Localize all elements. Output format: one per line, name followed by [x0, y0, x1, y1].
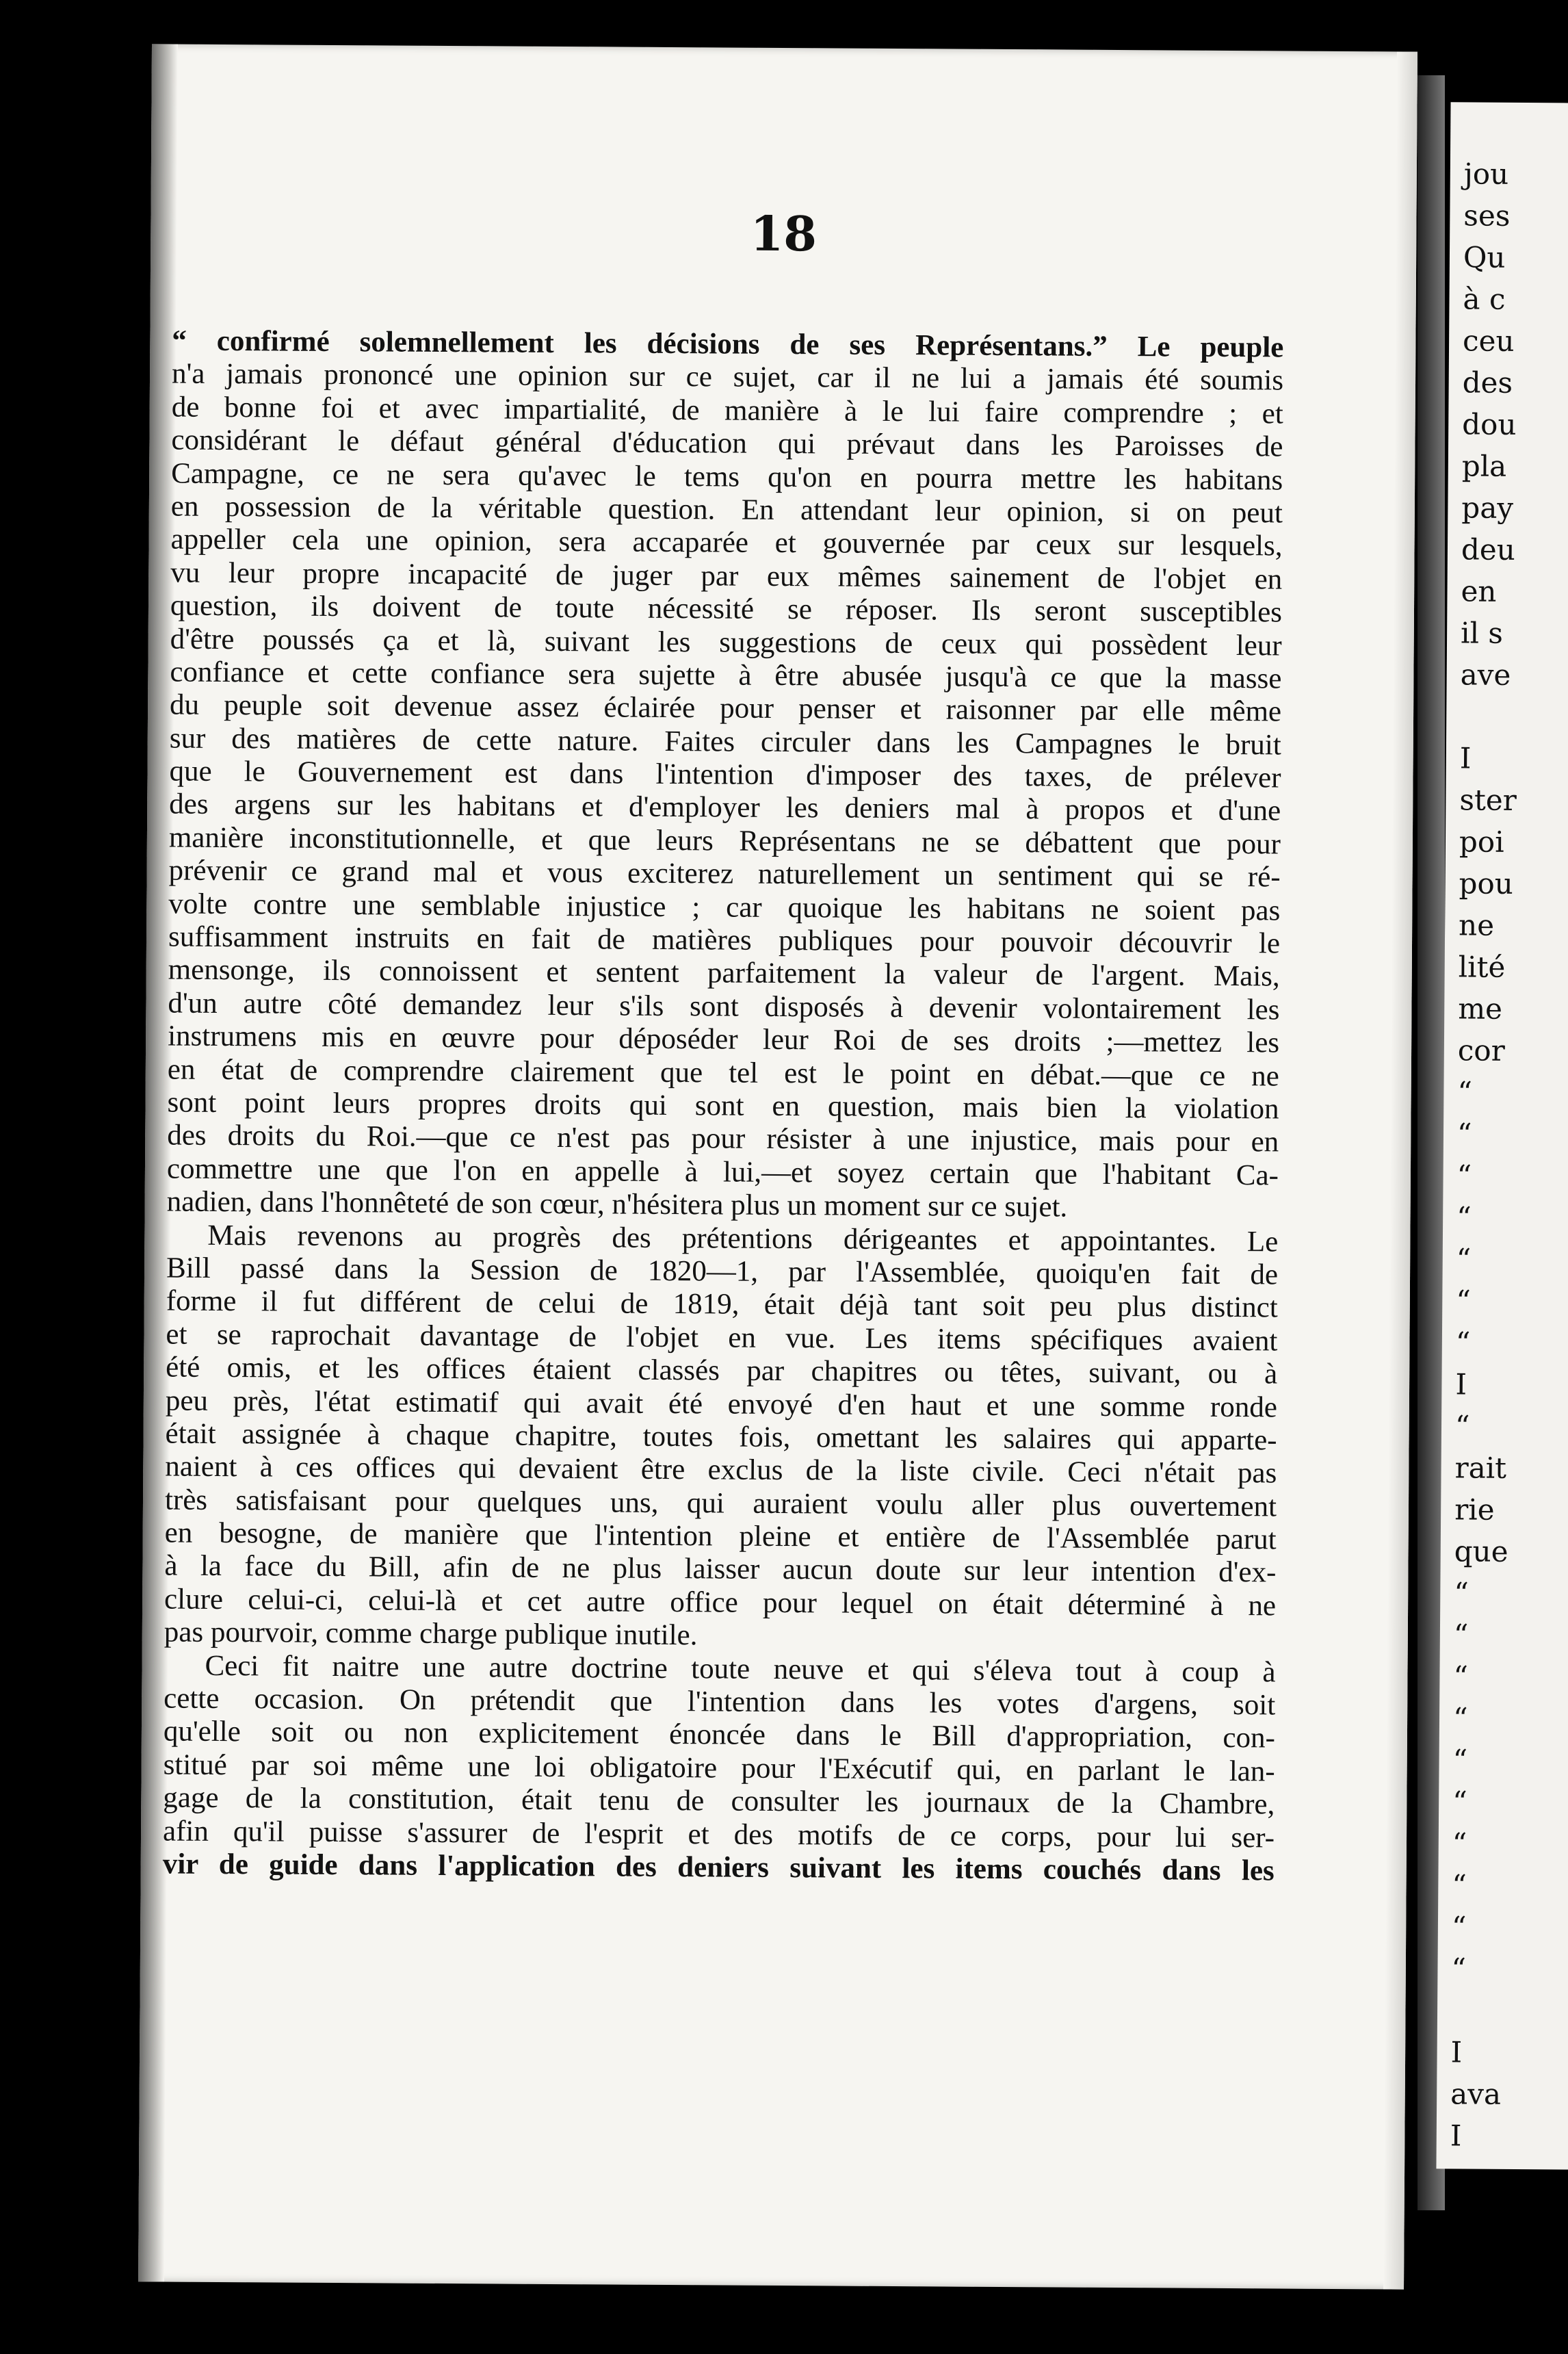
text-line: des droits du Roi.—que ce n'est pas pour résister à une injustice, mais pour en: [167, 1119, 1279, 1159]
next-page-line: “: [1453, 1659, 1469, 1694]
text-line: pas pourvoir, comme charge publique inutile.: [164, 1616, 698, 1652]
page-text: [163, 325, 1284, 1888]
next-page-line: “: [1456, 1242, 1472, 1276]
next-page-line: poi: [1459, 825, 1504, 859]
next-page-line: I: [1450, 2119, 1462, 2153]
next-page-line: “: [1454, 1409, 1470, 1443]
text-line: Ceci fit naitre une autre doctrine toute neuve et qui s'éleva tout à coup à: [205, 1649, 1276, 1689]
text-line: nadien, dans l'honnêteté de son cœur, n'hésitera plus un moment sur ce sujet.: [166, 1185, 1068, 1224]
next-page-line: ster: [1459, 783, 1517, 817]
text-line: suffisamment instruits en fait de matières publiques pour pouvoir découvrir le: [168, 920, 1281, 960]
text-line: commettre une que l'on en appelle à lui,—et soyez certain que l'habitant Ca-: [166, 1152, 1279, 1192]
text-line: très satisfaisant pour quelques uns, qui auraient voulu aller plus ouvertement: [164, 1484, 1277, 1523]
next-page-line: “: [1452, 1868, 1467, 1902]
next-page-line: rait: [1454, 1451, 1507, 1485]
next-page-line: me: [1458, 992, 1503, 1026]
text-line: instrumens mis en œuvre pour déposéder leur Roi de ses droits ;—mettez les: [168, 1020, 1280, 1059]
next-page-line: I: [1450, 2035, 1463, 2069]
next-page-line: en: [1461, 574, 1497, 608]
next-page-line: “: [1456, 1284, 1471, 1318]
text-line: des argens sur les habitans et d'employer les deniers mal à propos et d'une: [169, 788, 1281, 827]
text-line: vu leur propre incapacité de juger par eux mêmes sainement de l'objet en: [170, 556, 1283, 596]
next-page-line: ceu: [1462, 324, 1515, 358]
text-line: forme il fut différent de celui de 1819, était déjà tant soit peu plus distinct: [166, 1284, 1278, 1324]
text-line: que le Gouvernement est dans l'intention d'imposer des taxes, de prélever: [169, 755, 1281, 794]
text-line: appeller cela une opinion, sera accaparée et gouvernée par ceux sur lesquels,: [170, 523, 1283, 562]
text-line: en état de comprendre clairement que tel est le point en débat.—que ce ne: [167, 1053, 1279, 1093]
text-line: n'a jamais prononcé une opinion sur ce sujet, car il ne lui a jamais été soumis: [171, 357, 1284, 397]
text-line: manière inconstitutionnelle, et que leurs Représentans ne se débattent que pour: [168, 821, 1281, 861]
page-fold-shadow: [1383, 51, 1417, 2289]
text-line: sur des matières de cette nature. Faites circuler dans les Campagnes le bruit: [169, 722, 1281, 762]
next-page-line: il s: [1460, 616, 1504, 650]
text-line: gage de la constitution, était tenu de consulter les journaux de la Chambre,: [163, 1781, 1275, 1821]
text-line: à la face du Bill, afin de ne plus laisser aucun doute sur leur intention d'ex-: [164, 1549, 1277, 1589]
next-page-line: ava: [1450, 2077, 1502, 2111]
text-line: clure celui-ci, celui-là et cet autre office pour lequel on était déterminé à ne: [164, 1583, 1277, 1622]
next-page-line: ave: [1460, 658, 1511, 692]
next-page-line: deu: [1461, 532, 1515, 567]
next-page-line: “: [1452, 1826, 1467, 1861]
text-line: en possession de la véritable question. En attendant leur opinion, si on peut: [170, 490, 1283, 530]
next-page-line: ses: [1463, 198, 1511, 233]
next-page-line: lité: [1458, 950, 1506, 984]
text-line: et se raprochait davantage de l'objet en vue. Les items spécifiques avaient: [166, 1318, 1278, 1358]
next-page-line: “: [1456, 1200, 1472, 1234]
text-line: prévenir ce grand mal et vous exciterez naturellement un sentiment qui se ré-: [168, 854, 1281, 894]
next-page-line: jou: [1463, 157, 1509, 191]
text-line: Campagne, ce ne sera qu'avec le tems qu'on en pourra mettre les habitans: [171, 457, 1283, 497]
text-line: cette occasion. On prétendit que l'intention dans les votes d'argens, soit: [164, 1682, 1276, 1722]
text-line: d'un autre côté demandez leur s'ils sont disposés à devenir volontairement les: [168, 987, 1280, 1026]
book-page: [138, 44, 1417, 2289]
next-page-line: “: [1453, 1618, 1469, 1652]
next-page-line: “: [1452, 1743, 1468, 1777]
next-page-line: “: [1456, 1117, 1472, 1151]
next-page-line: cor: [1457, 1033, 1505, 1068]
text-line: volte contre une semblable injustice ; car quoique les habitans ne soient pas: [168, 888, 1281, 927]
text-line: sont point leurs propres droits qui sont en question, mais bien la violation: [167, 1086, 1279, 1126]
text-line: confiance et cette confiance sera sujette à être abusée jusqu'à ce que la masse: [170, 656, 1282, 695]
text-line: vir de guide dans l'application des deniers suivant les items couchés dans les: [162, 1848, 1275, 1887]
text-line: considérant le défaut général d'éducation qui prévaut dans les Paroisses de: [171, 424, 1283, 463]
next-page-line: rie: [1454, 1492, 1495, 1527]
next-page-line: “: [1454, 1576, 1469, 1610]
next-page-line: “: [1451, 1952, 1467, 1986]
next-page-line: pay: [1461, 491, 1514, 525]
next-page-line: “: [1452, 1785, 1467, 1819]
next-page-line: Qu: [1463, 240, 1506, 274]
text-line: peu près, l'état estimatif qui avait été envoyé d'en haut et une somme ronde: [165, 1384, 1278, 1423]
text-line: Mais revenons au progrès des prétentions dérigeantes et appointantes. Le: [207, 1219, 1279, 1258]
text-line: qu'elle soit ou non explicitement énoncée dans le Bill d'appropriation, con-: [163, 1715, 1276, 1755]
next-page-line: I: [1455, 1367, 1467, 1401]
text-line: naient à ces offices qui devaient être exclus de la liste civile. Ceci n'était pas: [165, 1450, 1277, 1490]
next-page-line: pla: [1461, 449, 1507, 483]
text-line: été omis, et les offices étaient classés par chapitres ou têtes, suivant, ou à: [166, 1351, 1278, 1391]
next-page-line: à c: [1463, 282, 1506, 316]
text-line: d'être poussés ça et là, suivant les suggestions de ceux qui possèdent leur: [170, 623, 1282, 662]
next-page-line: “: [1452, 1701, 1468, 1735]
text-line: mensonge, ils connoissent et sentent parfaitement la valeur de l'argent. Mais,: [168, 953, 1280, 993]
next-page-line: I: [1459, 741, 1472, 775]
text-line: en besogne, de manière que l'intention pleine et entière de l'Assemblée parut: [164, 1516, 1277, 1556]
next-page-line: “: [1456, 1159, 1472, 1193]
next-page-line: pou: [1459, 866, 1513, 901]
next-page-line: que: [1454, 1534, 1508, 1568]
text-line: stitué par soi même une loi obligatoire pour l'Exécutif qui, en parlant le lan-: [163, 1748, 1275, 1788]
next-page-fragment: [1436, 102, 1568, 2169]
text-line: était assignée à chaque chapitre, toutes fois, omettant les salaires qui apparte-: [165, 1417, 1277, 1457]
text-line: “ confirmé solemnellement les décisions de ses Représentans.” Le peuple: [172, 324, 1284, 364]
text-line: de bonne foi et avec impartialité, de manière à le lui faire comprendre ; et: [171, 391, 1283, 430]
next-page-line: “: [1457, 1075, 1473, 1109]
next-page-line: dou: [1462, 407, 1517, 441]
text-line: question, ils doivent de toute nécessité se réposer. Ils seront susceptibles: [170, 589, 1283, 629]
next-page-line: ne: [1458, 908, 1495, 942]
next-page-line: “: [1451, 1910, 1467, 1944]
text-line: du peuple soit devenue assez éclairée pour penser et raisonner par elle même: [169, 688, 1282, 728]
text-line: afin qu'il puisse s'assurer de l'esprit et des motifs de ce corps, pour lui ser-: [162, 1815, 1275, 1854]
next-page-line: “: [1455, 1325, 1471, 1360]
text-line: Bill passé dans la Session de 1820—1, par l'Assemblée, quoiqu'en fait de: [166, 1252, 1279, 1291]
next-page-line: des: [1462, 365, 1513, 400]
page-number: 18: [750, 205, 818, 263]
